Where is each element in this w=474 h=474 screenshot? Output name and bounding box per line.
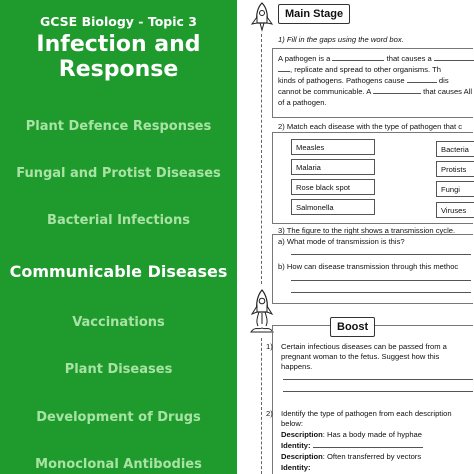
nav-item-plant-diseases[interactable]: Plant Diseases	[64, 362, 173, 377]
rocket-icon	[249, 2, 275, 34]
title-line-2: Response	[58, 57, 179, 82]
q1-line-4	[278, 87, 472, 96]
desc-1-text: : Has a body made of hyphae	[322, 430, 422, 439]
page-title	[0, 32, 237, 82]
b1-line-2: pregnant woman to the fetus. Suggest how this	[281, 352, 440, 361]
b2-line-2: below:	[281, 419, 303, 428]
q3-b-answer-line-2[interactable]	[291, 292, 471, 293]
worksheet-preview	[237, 0, 474, 474]
boost-heading: Boost	[330, 317, 375, 337]
q1-line-1b: that causes a	[386, 54, 432, 63]
worksheet	[266, 0, 474, 474]
q1-line-1	[278, 54, 474, 63]
pathogen-box-fungi[interactable]: Fungi	[436, 181, 474, 197]
b2-line-1: Identify the type of pathogen from each description	[281, 409, 452, 418]
b2-identity-2: Identity:	[281, 463, 311, 472]
q1-line-3b: dis	[438, 76, 449, 85]
q3-line-1: 3) The figure to the right shows a transmission cycle.	[278, 226, 456, 235]
q3-b-answer-line-1[interactable]	[291, 280, 471, 281]
topic-label: GCSE Biology - Topic 3	[40, 14, 197, 29]
identity-1-label: Identity	[281, 441, 309, 450]
nav-item-drugs[interactable]: Development of Drugs	[36, 410, 201, 425]
b1-answer-line-2[interactable]	[283, 391, 473, 392]
q1-blank-4[interactable]	[407, 82, 437, 83]
nav-item-communicable[interactable]: Communicable Diseases	[9, 262, 228, 281]
disease-box-rose-black-spot[interactable]: Rose black spot	[291, 179, 375, 195]
q1-blank-2[interactable]	[434, 60, 474, 61]
b1-answer-line-1[interactable]	[283, 379, 473, 380]
q1-line-4b: that causes All	[423, 87, 473, 96]
q1-line-5: of a pathogen.	[278, 98, 327, 107]
q2-instruction: 2) Match each disease with the type of pathogen that c	[278, 122, 463, 131]
b2-number: 2)	[266, 409, 273, 418]
nav-item-monoclonal[interactable]: Monoclonal Antibodies	[35, 457, 202, 472]
disease-box-salmonella[interactable]: Salmonella	[291, 199, 375, 215]
q3-a-answer-line[interactable]	[291, 254, 471, 255]
desc-1-label: Description	[281, 430, 323, 439]
b2-description-1	[281, 430, 422, 439]
b1-number: 1)	[266, 342, 273, 351]
q1-line-1a: A pathogen is a	[278, 54, 331, 63]
b1-line-1: Certain infectious diseases can be passed from a	[281, 342, 447, 351]
nav-item-fungal-protist[interactable]: Fungal and Protist Diseases	[16, 166, 221, 181]
q1-line-3	[278, 76, 449, 85]
pathogen-box-viruses[interactable]: Viruses	[436, 202, 474, 218]
q1-blank-5[interactable]	[373, 93, 421, 94]
title-line-1: Infection and	[36, 32, 201, 57]
identity-1-answer[interactable]	[313, 447, 423, 448]
nav-item-bacterial[interactable]: Bacterial Infections	[47, 213, 190, 228]
q3-part-b: b) How can disease transmission through this methoc	[278, 262, 459, 271]
desc-2-label: Description	[281, 452, 323, 461]
q1-line-2	[278, 65, 441, 74]
q1-line-2-text: , replicate and spread to other organisms. Th	[290, 65, 441, 74]
q1-instruction: 1) Fill in the gaps using the word box.	[278, 35, 404, 44]
q1-line-4a: cannot be communicable. A	[278, 87, 371, 96]
pathogen-box-protists[interactable]: Protists	[436, 161, 474, 177]
b2-description-2	[281, 452, 421, 461]
q1-line-3a: kinds of pathogens. Pathogens cause	[278, 76, 405, 85]
main-stage-heading: Main Stage	[278, 4, 350, 24]
b1-line-3: happens.	[281, 362, 313, 371]
identity-2-label: Identity	[281, 463, 309, 472]
b2-identity-1: Identity:	[281, 441, 423, 450]
desc-2-text: : Often transferred by vectors	[322, 452, 422, 461]
q1-blank-1[interactable]	[332, 60, 384, 61]
disease-box-malaria[interactable]: Malaria	[291, 159, 375, 175]
nav-item-plant-defence[interactable]: Plant Defence Responses	[25, 119, 212, 134]
pathogen-box-bacteria[interactable]: Bacteria	[436, 141, 474, 157]
q3-part-a: a) What mode of transmission is this?	[278, 237, 405, 246]
nav-item-vaccinations[interactable]: Vaccinations	[72, 315, 165, 330]
q1-blank-3[interactable]	[278, 71, 290, 72]
disease-box-measles[interactable]: Measles	[291, 139, 375, 155]
